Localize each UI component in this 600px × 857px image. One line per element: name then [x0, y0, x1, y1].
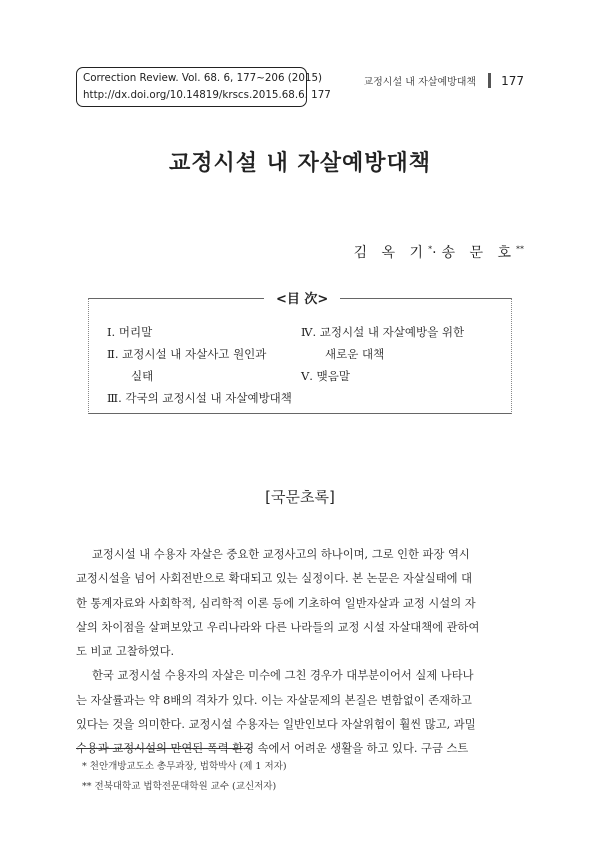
- toc-left-column: [107, 321, 292, 409]
- abstract-body: [76, 543, 524, 762]
- abstract-line: 는 자살률과는 약 8배의 격차가 있다. 이는 자살문제의 본질은 변함없이 존재하고: [76, 693, 472, 707]
- abstract-line: 교정시설을 넘어 사회전반으로 확대되고 있는 실정이다. 본 논문은 자살실태에 대: [76, 572, 473, 586]
- paper-title: 교정시설 내 자살예방대책: [168, 151, 432, 176]
- abstract-line: 도 비교 고찰하였다.: [76, 645, 175, 659]
- footnote-divider: [76, 748, 250, 749]
- author-separator: ·: [432, 245, 442, 261]
- toc-item-4: Ⅳ. 교정시설 내 자살예방을 위한: [301, 325, 465, 339]
- running-head: [363, 73, 524, 88]
- toc-item-5: Ⅴ. 맺음말: [301, 369, 350, 383]
- running-head-divider: [488, 73, 491, 88]
- author-1: 김 옥 기: [353, 245, 429, 261]
- toc-right-column: [301, 321, 464, 387]
- toc-item-3: Ⅲ. 각국의 교정시설 내 자살예방대책: [107, 391, 292, 405]
- page-number: 177: [501, 73, 524, 88]
- abstract-line: 있다는 것을 의미한다. 교정시설 수용자는 일반인보다 자살위험이 훨씬 많고, 과밀: [76, 718, 476, 732]
- doi-link[interactable]: http://dx.doi.org/10.14819/krscs.2015.68.6. 177: [83, 89, 331, 101]
- abstract-line: 한 통계자료와 사회학적, 심리학적 이론 등에 기초하여 일반자살과 교정 시설의 자: [76, 596, 476, 610]
- toc-title: <目 次>: [264, 288, 340, 307]
- table-of-contents: [88, 292, 512, 414]
- abstract-heading: [국문초록]: [265, 488, 335, 506]
- footnote-2: ** 전북대학교 법학전문대학원 교수 (교신저자): [82, 781, 277, 792]
- abstract-line: 한국 교정시설 수용자의 자살은 미수에 그친 경우가 대부분이어서 실제 나타나: [92, 669, 474, 683]
- footnote-1: * 천안개방교도소 총무과장, 법학박사 (제 1 저자): [82, 761, 287, 772]
- abstract-line: 교정시설 내 수용자 자살은 중요한 교정사고의 하나이며, 그로 인한 파장 역시: [92, 548, 470, 561]
- citation-line-1: Correction Review. Vol. 68. 6, 177~206 (2015): [83, 72, 323, 84]
- abstract-line: 살의 차이점을 살펴보았고 우리나라와 다른 나라들의 교정 시설 자살대책에 관하여: [76, 620, 480, 634]
- author-2: 송 문 호: [441, 245, 516, 261]
- toc-item-2-cont: 실태: [131, 369, 154, 383]
- author-2-mark: **: [516, 244, 524, 254]
- toc-item-4-cont: 새로운 대책: [325, 347, 385, 361]
- toc-item-1: Ⅰ. 머리말: [107, 325, 153, 339]
- author-1-mark: *: [428, 244, 433, 254]
- abstract-line: 수용과 교정시설의 만연된 폭력 환경 속에서 어려운 생활을 하고 있다. 구금 스트: [76, 742, 469, 756]
- toc-item-2: Ⅱ. 교정시설 내 자살사고 원인과: [107, 347, 267, 361]
- authors: [354, 242, 524, 262]
- running-head-title: 교정시설 내 자살예방대책: [363, 77, 477, 88]
- footnotes: [82, 757, 287, 797]
- citation-box: [76, 67, 331, 107]
